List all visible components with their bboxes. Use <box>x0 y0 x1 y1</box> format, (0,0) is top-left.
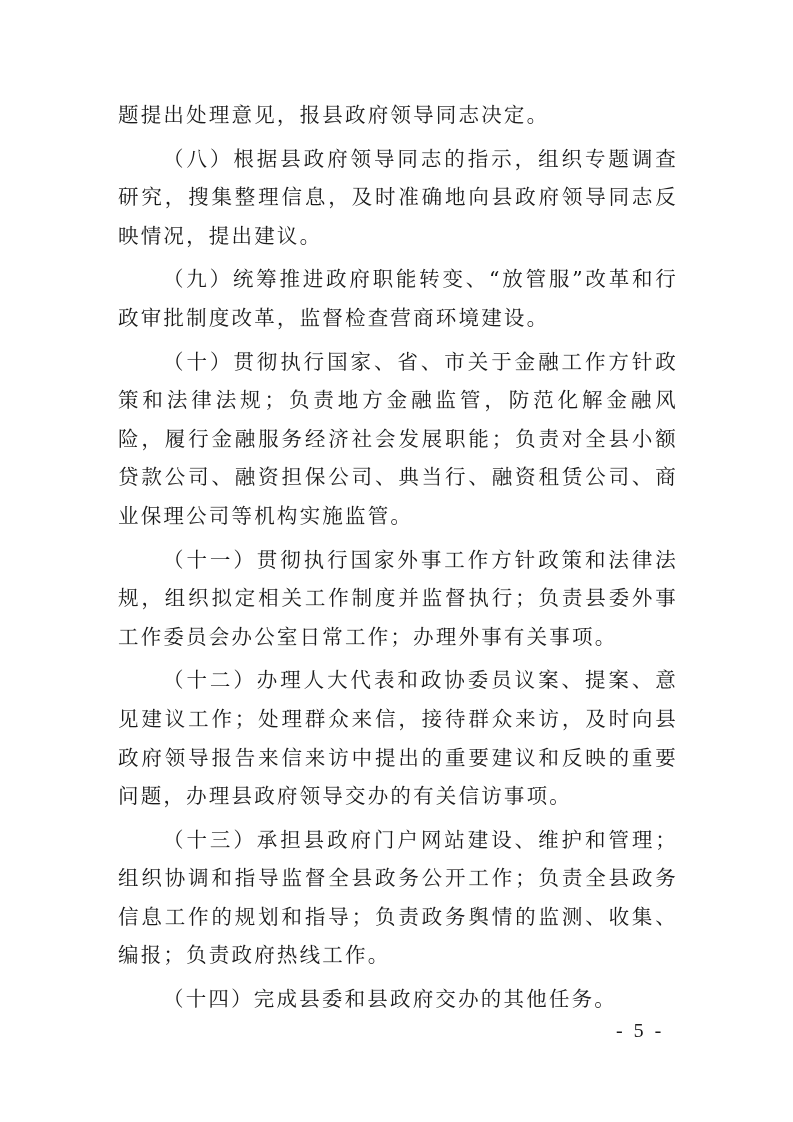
paragraph-item-11: （十一）贯彻执行国家外事工作方针政策和法律法规，组织拟定相关工作制度并监督执行；负责县委外事工作委员会办公室日常工作；办理外事有关事项。 <box>118 547 678 649</box>
paragraph-item-8: （八）根据县政府领导同志的指示，组织专题调查研究，搜集整理信息，及时准确地向县政府领导同志反映情况，提出建议。 <box>118 146 678 248</box>
paragraph-item-9: （九）统筹推进政府职能转变、“放管服”改革和行政审批制度改革，监督检查营商环境建设。 <box>118 267 678 330</box>
paragraph-item-14: （十四）完成县委和县政府交办的其他任务。 <box>163 987 617 1012</box>
page-number: - 5 - <box>616 1020 665 1042</box>
paragraph-item-13: （十三）承担县政府门户网站建设、维护和管理；组织协调和指导监督全县政务公开工作；负责全县政务信息工作的规划和指导；负责政务舆情的监测、收集、编报；负责政府热线工作。 <box>118 827 678 968</box>
document-body <box>118 96 678 1024</box>
paragraph-item-10: （十）贯彻执行国家、省、市关于金融工作方针政策和法律法规；负责地方金融监管，防范化解金融风险，履行金融服务经济社会发展职能；负责对全县小额贷款公司、融资担保公司、典当行、融资租赁公司、商业保理公司等机构实施监管。 <box>118 349 678 528</box>
paragraph-item-12: （十二）办理人大代表和政协委员议案、提案、意见建议工作；处理群众来信，接待群众来访，及时向县政府领导报告来信来访中提出的重要建议和反映的重要问题，办理县政府领导交办的有关信访事项。 <box>118 668 678 809</box>
paragraph-continuation: 题提出处理意见，报县政府领导同志决定。 <box>118 103 550 127</box>
